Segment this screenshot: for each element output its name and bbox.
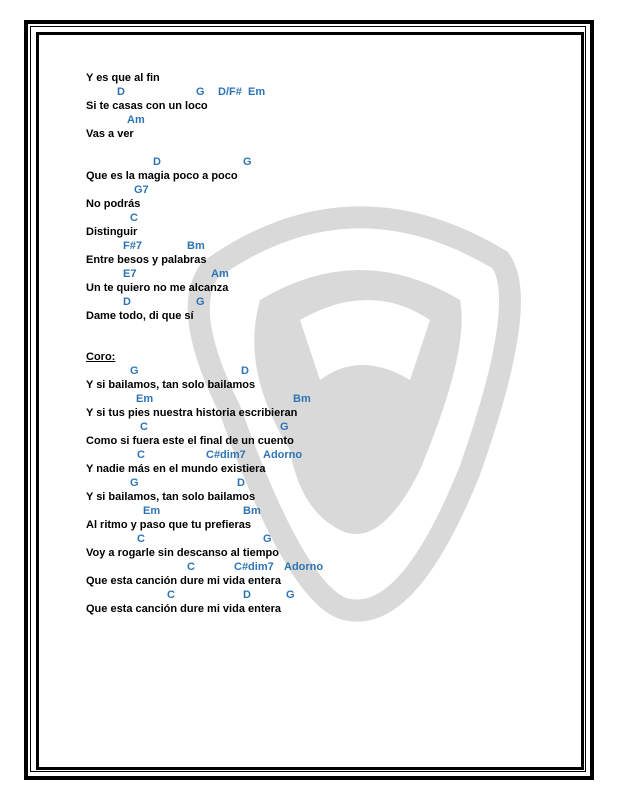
lyric-line: Entre besos y palabras (86, 254, 207, 266)
lyric-line: Y nadie más en el mundo existiera (86, 463, 266, 475)
lyric-line: Voy a rogarle sin descanso al tiempo (86, 547, 279, 559)
chord: D (237, 477, 245, 489)
lyric-line: Que es la magia poco a poco (86, 170, 238, 182)
lyric-line: Que esta canción dure mi vida entera (86, 575, 282, 587)
chorus-heading: Coro: (86, 351, 116, 363)
chord: Em (136, 393, 154, 405)
chord: D (243, 589, 251, 601)
chord: G (280, 421, 289, 433)
chord: C (130, 212, 138, 224)
chord: C (140, 421, 148, 433)
chord: D/F# (218, 86, 242, 98)
lyric-line: Al ritmo y paso que tu prefieras (86, 519, 252, 531)
lyric-line: Y si tus pies nuestra historia escribieran (86, 407, 298, 419)
chord: C#dim7 (234, 561, 274, 573)
chord: G (286, 589, 295, 601)
chord: C (137, 533, 145, 545)
lyric-line: No podrás (86, 198, 141, 210)
lyric-line: Y es que al fin (86, 72, 160, 84)
chord: D (123, 296, 131, 308)
chord: D (153, 156, 161, 168)
chord: Adorno (263, 449, 303, 461)
lyric-line: Dame todo, di que sí (86, 310, 194, 322)
chord: G (130, 477, 139, 489)
chord: Am (127, 114, 145, 126)
chord: D (117, 86, 125, 98)
chord: Bm (293, 393, 311, 405)
chord: Em (248, 86, 266, 98)
chord: Bm (187, 240, 205, 252)
lyric-line: Y si bailamos, tan solo bailamos (86, 491, 256, 503)
lyric-line: Y si bailamos, tan solo bailamos (86, 379, 256, 391)
chord: G (196, 296, 205, 308)
lyric-line: Un te quiero no me alcanza (86, 282, 229, 294)
chord: G7 (134, 184, 149, 196)
chord: Em (143, 505, 161, 517)
chord: Adorno (284, 561, 324, 573)
chord: G (243, 156, 252, 168)
chord: G (130, 365, 139, 377)
lyric-line: Que esta canción dure mi vida entera (86, 603, 282, 615)
chord: C (187, 561, 195, 573)
chord: Am (211, 268, 229, 280)
chord: F#7 (123, 240, 142, 252)
chord: D (241, 365, 249, 377)
lyric-line: Como si fuera este el final de un cuento (86, 435, 294, 447)
chord: Bm (243, 505, 261, 517)
chord: C#dim7 (206, 449, 246, 461)
chord: C (137, 449, 145, 461)
lyric-line: Si te casas con un loco (86, 100, 208, 112)
lyric-line: Vas a ver (86, 128, 134, 140)
chord: G (263, 533, 272, 545)
chord: E7 (123, 268, 137, 280)
chord: C (167, 589, 175, 601)
chord: G (196, 86, 205, 98)
lyric-line: Distinguir (86, 226, 138, 238)
